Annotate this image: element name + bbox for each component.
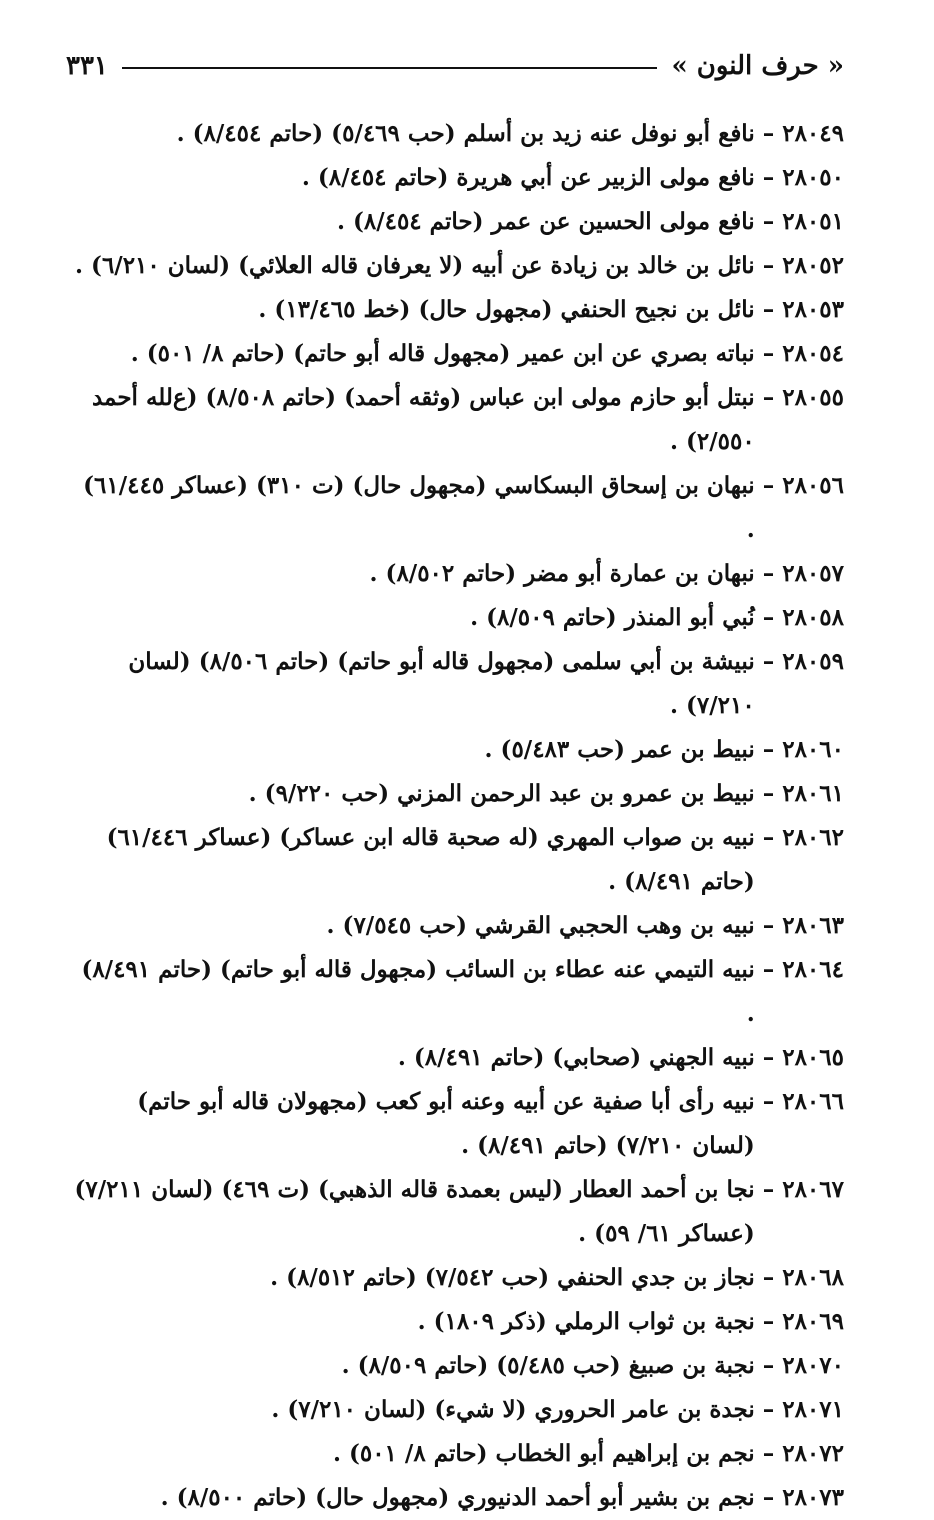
entry-text: نبيه بن وهب الحجبي القرشي (حب ٧/٥٤٥) .	[326, 912, 755, 939]
entry-text: نجا بن أحمد العطار (ليس بعمدة قاله الذهبي) (ت ٤٦٩) (لسان ٧/٢١١) (عساكر ٦١/ ٥٩) .	[74, 1176, 755, 1247]
entry-text: نائل بن نجيح الحنفي (مجهول حال) (خط ١٣/٤٦٥) .	[258, 296, 755, 323]
entry	[70, 376, 844, 464]
entry-text: نافع أبو نوفل عنه زيد بن أسلم (حب ٥/٤٦٩) (حاتم ٨/٤٥٤) .	[176, 120, 755, 147]
entry-number: ٢٨٠٥٥	[782, 384, 844, 411]
entry-dash: –	[762, 604, 775, 631]
entry-dash: –	[762, 824, 775, 851]
entry-text: نبيط بن عمرو بن عبد الرحمن المزني (حب ٩/٢٢٠) .	[248, 780, 755, 807]
entry	[70, 332, 844, 376]
entry-number: ٢٨٠٦٤	[782, 956, 844, 983]
entry-text: نبيشة بن أبي سلمى (مجهول قاله أبو حاتم) (حاتم ٨/٥٠٦) (لسان ٧/٢١٠) .	[128, 648, 755, 719]
entry-text: نبيط بن عمر (حب ٥/٤٨٣) .	[484, 736, 755, 763]
entry-text: نجاز بن جدي الحنفي (حب ٧/٥٤٢) (حاتم ٨/٥١٢) .	[270, 1264, 755, 1291]
entry	[70, 772, 844, 816]
entry-text: نائل بن خالد بن زيادة عن أبيه (لا يعرفان قاله العلائي) (لسان ٦/٢١٠) .	[75, 252, 755, 279]
entry-dash: –	[762, 208, 775, 235]
entry-text: نافع مولى الزبير عن أبي هريرة (حاتم ٨/٤٥٤) .	[301, 164, 755, 191]
entry	[70, 904, 844, 948]
entry-dash: –	[762, 560, 775, 587]
entry-number: ٢٨٠٥٨	[782, 604, 844, 631]
entry-dash: –	[762, 736, 775, 763]
entry-number: ٢٨٠٥٧	[782, 560, 844, 587]
entry-dash: –	[762, 1484, 775, 1511]
entry-dash: –	[762, 1088, 775, 1115]
entry-number: ٢٨٠٤٩	[782, 120, 844, 147]
entry-dash: –	[762, 780, 775, 807]
entry	[70, 640, 844, 728]
entry-text: نبيه الجهني (صحابي) (حاتم ٨/٤٩١) .	[397, 1044, 755, 1071]
entry-dash: –	[762, 1176, 775, 1203]
entry-list	[70, 112, 844, 1520]
entry-text: نبهان بن إسحاق البسكاسي (مجهول حال) (ت ٣١٠) (عساكر ٦١/٤٤٥) .	[83, 472, 755, 543]
entry-dash: –	[762, 252, 775, 279]
entry	[70, 1168, 844, 1256]
entry-number: ٢٨٠٦٦	[782, 1088, 844, 1115]
entry-number: ٢٨٠٧٣	[782, 1484, 844, 1511]
entry-text: نجم بن بشير أبو أحمد الدنيوري (مجهول حال) (حاتم ٨/٥٠٠) .	[160, 1484, 755, 1511]
entry-number: ٢٨٠٦٨	[782, 1264, 844, 1291]
entry-number: ٢٨٠٥٣	[782, 296, 844, 323]
entry	[70, 1036, 844, 1080]
entry-dash: –	[762, 120, 775, 147]
entry-dash: –	[762, 956, 775, 983]
entry-dash: –	[762, 1264, 775, 1291]
entry-number: ٢٨٠٦٧	[782, 1176, 844, 1203]
entry-dash: –	[762, 1308, 775, 1335]
entry-number: ٢٨٠٦٩	[782, 1308, 844, 1335]
entry-number: ٢٨٠٥٢	[782, 252, 844, 279]
entry-number: ٢٨٠٦٢	[782, 824, 844, 851]
entry-number: ٢٨٠٦٥	[782, 1044, 844, 1071]
entry	[70, 1256, 844, 1300]
entry	[70, 552, 844, 596]
entry-number: ٢٨٠٥٠	[782, 164, 844, 191]
entry-number: ٢٨٠٥٦	[782, 472, 844, 499]
entry-number: ٢٨٠٦٠	[782, 736, 844, 763]
entry-text: نجدة بن عامر الحروري (لا شيء) (لسان ٧/٢١٠) .	[271, 1396, 755, 1423]
entry-dash: –	[762, 1396, 775, 1423]
entry	[70, 1476, 844, 1520]
entry-number: ٢٨٠٦١	[782, 780, 844, 807]
header-rule	[122, 67, 658, 69]
entry	[70, 948, 844, 1036]
chapter-title: « حرف النون »	[671, 51, 844, 81]
entry	[70, 1080, 844, 1168]
page-number: ٣٣١	[66, 51, 108, 81]
entry-dash: –	[762, 1440, 775, 1467]
entry	[70, 1388, 844, 1432]
entry	[70, 288, 844, 332]
entry	[70, 200, 844, 244]
entry-text: نجم بن إبراهيم أبو الخطاب (حاتم ٨/ ٥٠١) .	[332, 1440, 755, 1467]
entry-text: نبيه رأى أبا صفية عن أبيه وعنه أبو كعب (مجهولان قاله أبو حاتم) (لسان ٧/٢١٠) (حاتم ٨/٤٩١) .	[137, 1088, 755, 1159]
entry-dash: –	[762, 648, 775, 675]
entry-text: نُبي أبو المنذر (حاتم ٨/٥٠٩) .	[470, 604, 755, 631]
entry-dash: –	[762, 296, 775, 323]
entry-dash: –	[762, 472, 775, 499]
entry-dash: –	[762, 384, 775, 411]
entry-text: نجبة بن ثواب الرملي (ذكر ١٨٠٩) .	[417, 1308, 755, 1335]
entry	[70, 728, 844, 772]
entry	[70, 112, 844, 156]
entry-text: نبهان بن عمارة أبو مضر (حاتم ٨/٥٠٢) .	[369, 560, 755, 587]
entry-dash: –	[762, 912, 775, 939]
entry-dash: –	[762, 340, 775, 367]
entry-number: ٢٨٠٥٤	[782, 340, 844, 367]
entry-number: ٢٨٠٦٣	[782, 912, 844, 939]
entry	[70, 464, 844, 552]
entry-number: ٢٨٠٥١	[782, 208, 844, 235]
entry	[70, 1432, 844, 1476]
entry	[70, 244, 844, 288]
entry-dash: –	[762, 1044, 775, 1071]
entry	[70, 816, 844, 904]
entry-number: ٢٨٠٧٢	[782, 1440, 844, 1467]
entry-dash: –	[762, 164, 775, 191]
entry-dash: –	[762, 1352, 775, 1379]
entry-text: نبتل أبو حازم مولى ابن عباس (وثقه أحمد) (حاتم ٨/٥٠٨) (ع‌لله أحمد ٢/٥٥٠) .	[91, 384, 755, 455]
entry-number: ٢٨٠٧٠	[782, 1352, 844, 1379]
entry-text: نجبة بن صبيغ (حب ٥/٤٨٥) (حاتم ٨/٥٠٩) .	[341, 1352, 755, 1379]
entry-number: ٢٨٠٧١	[782, 1396, 844, 1423]
entry-text: نبيه بن صواب المهري (له صحبة قاله ابن عساكر) (عساكر ٦١/٤٤٦) (حاتم ٨/٤٩١) .	[106, 824, 755, 895]
entry	[70, 1300, 844, 1344]
entry-text: نافع مولى الحسين عن عمر (حاتم ٨/٤٥٤) .	[336, 208, 755, 235]
page-header	[66, 44, 844, 88]
entry-text: نباته بصري عن ابن عمير (مجهول قاله أبو حاتم) (حاتم ٨/ ٥٠١) .	[130, 340, 755, 367]
entry	[70, 156, 844, 200]
entry-text: نبيه التيمي عنه عطاء بن السائب (مجهول قاله أبو حاتم) (حاتم ٨/٤٩١) .	[81, 956, 755, 1027]
entry	[70, 596, 844, 640]
entry-number: ٢٨٠٥٩	[782, 648, 844, 675]
